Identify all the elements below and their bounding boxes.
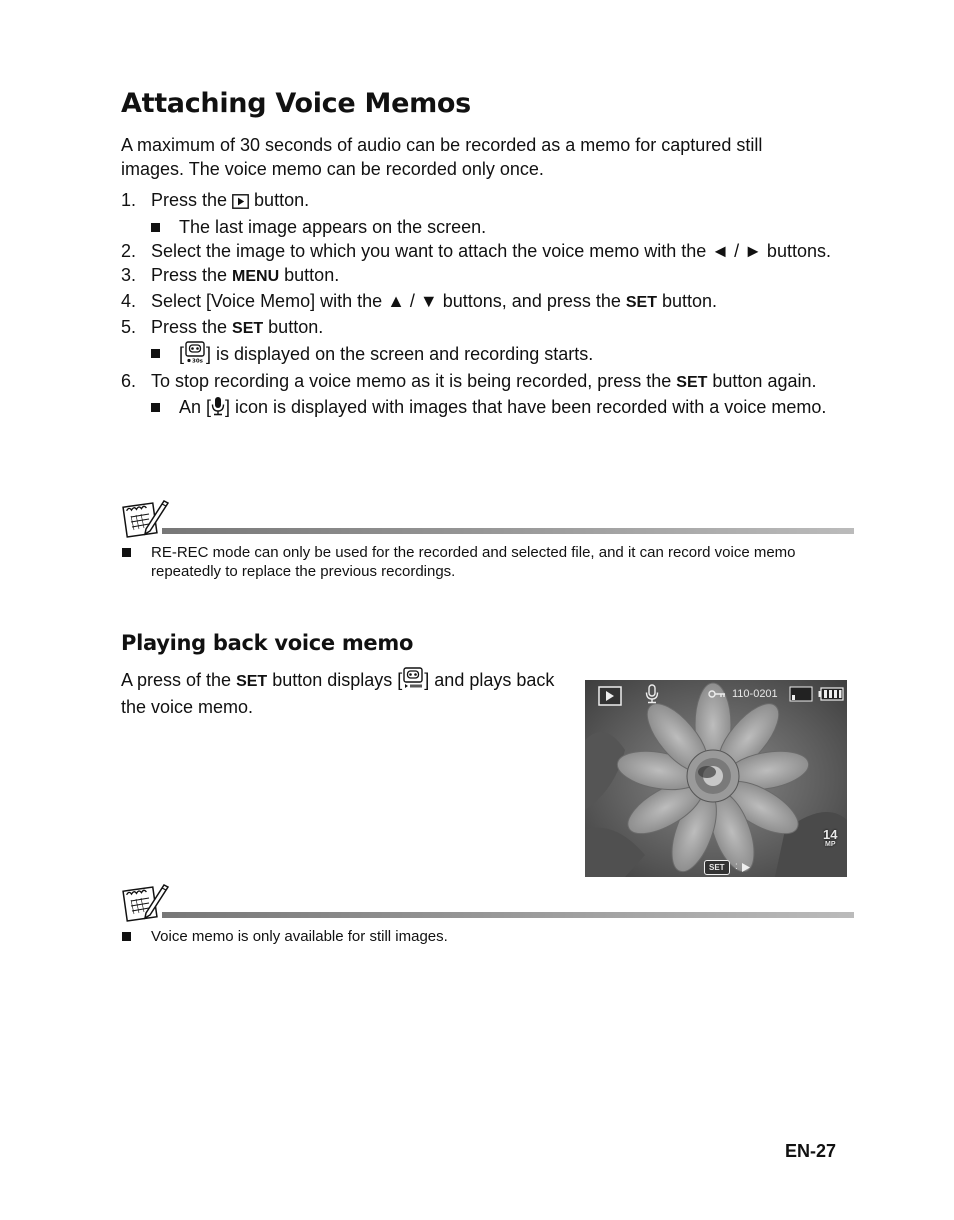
play-arrow-icon — [741, 862, 751, 876]
page-number: EN-27 — [785, 1141, 837, 1161]
section-2-paragraph: A press of the SET button displays [ ] and plays back the voice memo. — [121, 667, 583, 719]
camera-lcd-screen — [585, 680, 847, 877]
step-2: 2. Select the image to which you want to attach the voice memo with the ◄ / ► buttons. — [121, 241, 831, 261]
protect-key-icon — [708, 689, 726, 702]
step-5: 5. Press the SET button. — [121, 317, 324, 337]
set-key: SET — [232, 320, 264, 337]
svg-text:30s: 30s — [192, 358, 203, 363]
section-title: Playing back voice memo — [121, 631, 414, 655]
record-30s-icon — [184, 341, 206, 369]
steps-list — [121, 188, 861, 422]
set-key: SET — [236, 673, 268, 690]
note-1: RE-REC mode can only be used for the recorded and selected file, and it can record voice memo repeatedly to replace the previous recordings. — [122, 543, 857, 581]
menu-key: MENU — [232, 268, 280, 285]
play-icon — [232, 191, 249, 215]
flower-photo — [585, 680, 847, 877]
note-divider — [162, 912, 854, 918]
set-suffix: : — [735, 861, 738, 872]
step-6: 6. To stop recording a voice memo as it is being recorded, press the SET button again. — [121, 371, 817, 391]
step-4: 4. Select [Voice Memo] with the ▲ / ▼ buttons, and press the SET button. — [121, 291, 718, 311]
playback-voice-icon — [402, 667, 424, 695]
set-key: SET — [676, 374, 708, 391]
playback-mode-icon — [598, 686, 622, 709]
voice-memo-icon — [645, 684, 659, 707]
step-6-bullet: An [ ] icon is displayed with images that have been recorded with a voice memo. — [151, 395, 861, 422]
note-pad-icon — [122, 497, 170, 546]
file-number: 110-0201 — [732, 688, 778, 700]
set-button-hint: SET — [704, 860, 730, 875]
note-divider — [162, 528, 854, 534]
step-1-bullet: The last image appears on the screen. — [151, 215, 861, 239]
step-5-bullet: [ 30s ] is displayed on the screen and recording starts. — [151, 341, 861, 369]
microphone-icon — [211, 396, 225, 422]
note-2: Voice memo is only available for still images. — [122, 927, 857, 946]
step-3: 3. Press the MENU button. — [121, 265, 340, 285]
note-pad-icon — [122, 881, 170, 930]
page-title: Attaching Voice Memos — [121, 88, 471, 119]
megapixels-indicator: 14 MP — [823, 827, 838, 848]
step-1: 1. Press the button. — [121, 188, 861, 215]
intro-paragraph: A maximum of 30 seconds of audio can be recorded as a memo for captured still images. The voice memo can be recorded only once. — [121, 135, 763, 179]
set-key: SET — [625, 294, 657, 311]
battery-icon — [818, 687, 844, 704]
sd-card-icon — [789, 686, 813, 705]
